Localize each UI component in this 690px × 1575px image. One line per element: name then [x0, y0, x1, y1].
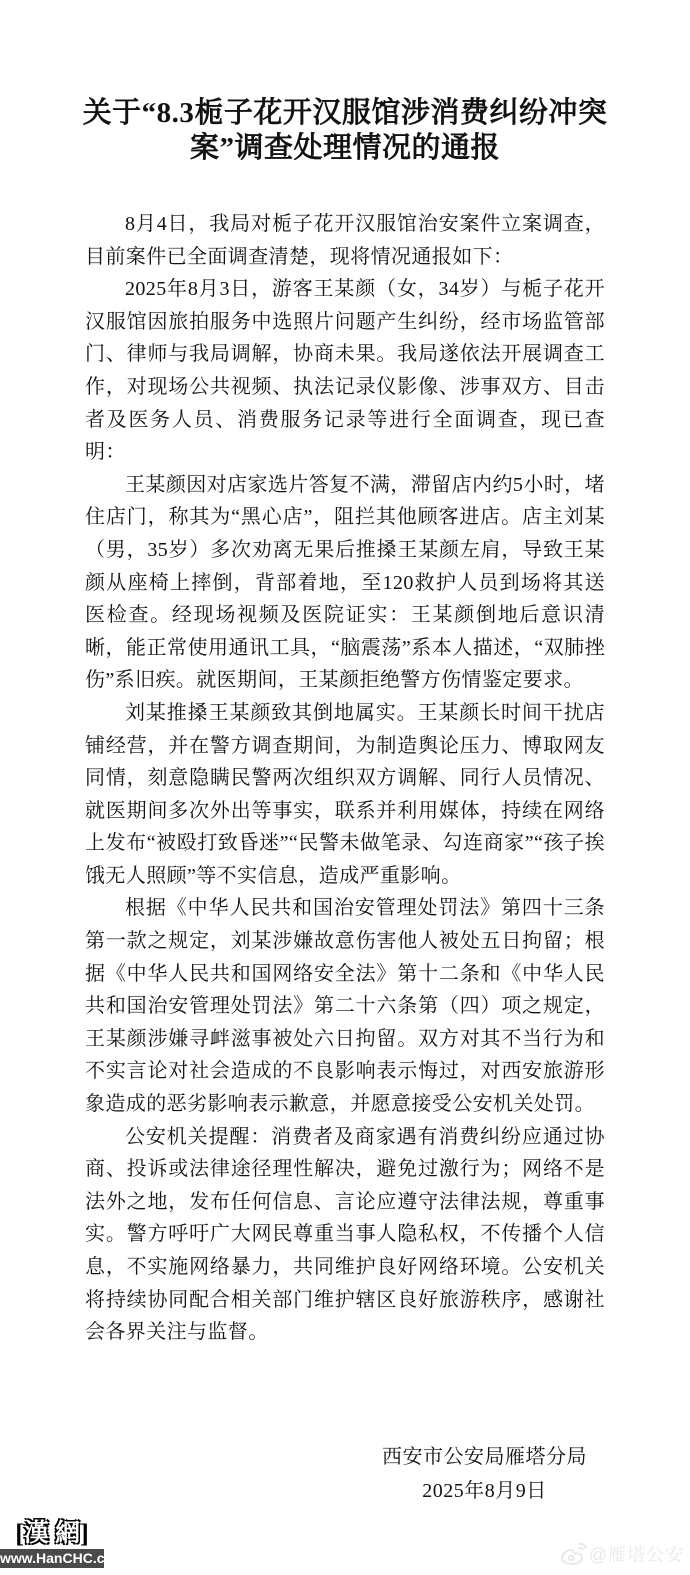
logo-bracket-left: [ [15, 1519, 24, 1548]
title-line-2: 案”调查处理情况的通报 [189, 132, 500, 164]
hanchc-url: www.HanCHC.com [0, 1550, 126, 1566]
signature-block [0, 1445, 690, 1503]
signature-inner [382, 1445, 587, 1503]
hanchc-watermark [0, 1518, 126, 1568]
hanchc-logo [0, 1518, 104, 1548]
paragraph-findings: 王某颜因对店家选片答复不满，滞留店内约5小时，堵住店门，称其为“黑心店”，阻拦其他顾客进店。店主刘某（男，35岁）多次劝离无果后推搡王某颜左肩，导致王某颜从座椅上摔倒，背部着地，至120救护人员到场将其送医检查。经现场视频及医院证实：王某颜倒地后意识清晰，能正常使用通讯工具，“脑震荡”系本人描述，“双肺挫伤”系旧疾。就医期间，王某颜拒绝警方伤情鉴定要求。 [85, 473, 605, 692]
paragraph-intro: 8月4日，我局对栀子花开汉服馆治安案件立案调查，目前案件已全面调查清楚，现将情况通报如下： [85, 213, 605, 268]
paragraph-incident: 2025年8月3日，游客王某颜（女，34岁）与栀子花开汉服馆因旅拍服务中选照片问题产生纠纷，经市场监管部门、律师与我局调解，协商未果。我局遂依法开展调查工作，对现场公共视频、执法记录仪影像、涉事双方、目击者及医务人员、消费服务记录等进行全面调查，现已查明： [85, 278, 605, 464]
page-title [60, 0, 630, 166]
title-line-1: 关于“8.3栀子花开汉服馆涉消费纠纷冲突 [82, 97, 608, 129]
paragraph-misinformation: 刘某推搡王某颜致其倒地属实。王某颜长时间干扰店铺经营，并在警方调查期间，为制造舆论压力、博取网友同情，刻意隐瞒民警两次组织双方调解、同行人员情况、就医期间多次外出等事实，联系并利用媒体，持续在网络上发布“被殴打致昏迷”“民警未做笔录、勾连商家”“孩子挨饿无人照顾”等不实信息，造成严重影响。 [85, 701, 605, 887]
paragraph-reminder: 公安机关提醒：消费者及商家遇有消费纠纷应通过协商、投诉或法律途径理性解决，避免过激行为；网络不是法外之地，发布任何信息、言论应遵守法律法规，尊重事实。警方呼吁广大网民尊重当事人隐私权，不传播个人信息，不实施网络暴力，共同维护良好网络环境。公安机关将持续协同配合相关部门维护辖区良好旅游秩序，感谢社会各界关注与监督。 [85, 1125, 605, 1344]
hanchc-logo-text: 漢 網 [23, 1520, 81, 1547]
weibo-icon [561, 1543, 587, 1565]
issue-date: 2025年8月9日 [422, 1479, 547, 1502]
weibo-handle: @雁塔公安 [588, 1545, 684, 1565]
notice-body [85, 208, 605, 1349]
weibo-watermark [561, 1541, 684, 1567]
paragraph-penalties: 根据《中华人民共和国治安管理处罚法》第四十三条第一款之规定，刘某涉嫌故意伤害他人被处五日拘留；根据《中华人民共和国网络安全法》第十二条和《中华人民共和国治安管理处罚法》第二十六条第（四）项之规定，王某颜涉嫌寻衅滋事被处六日拘留。双方对其不当行为和不实言论对社会造成的不良影响表示悔过，对西安旅游形象造成的恶劣影响表示歉意，并愿意接受公安机关处罚。 [85, 897, 605, 1116]
issuing-authority: 西安市公安局雁塔分局 [382, 1445, 587, 1468]
logo-bracket-right: ] [80, 1519, 89, 1548]
